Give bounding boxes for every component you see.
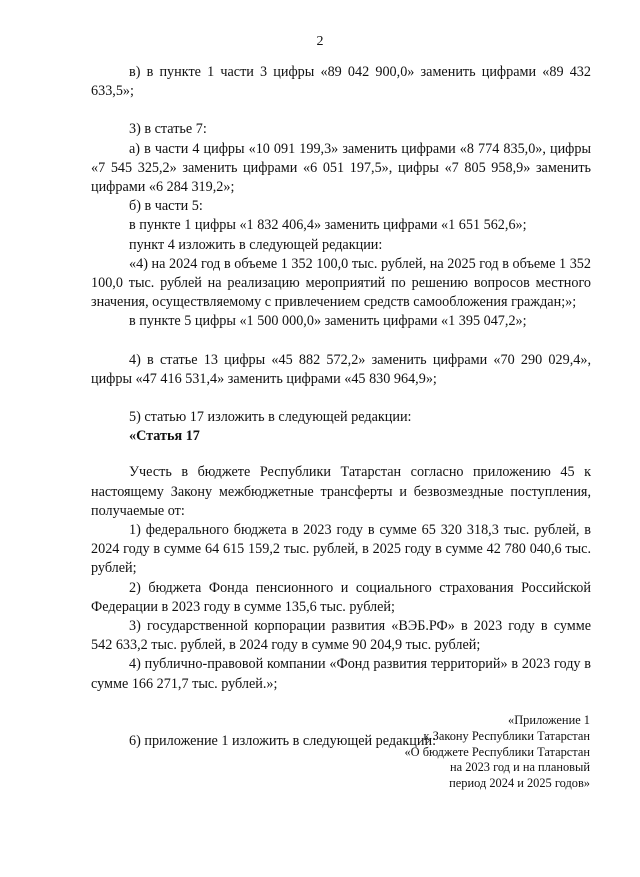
paragraph-item-v: в) в пункте 1 части 3 цифры «89 042 900,0» заменить цифрами «89 432 633,5»; <box>91 64 591 100</box>
paragraph-point-4-text: «4) на 2024 год в объеме 1 352 100,0 тыс. рублей, на 2025 год в объеме 1 352 100,0 тыс. рублей на реализацию мероприятий по решению вопросов местного значения, осуществляемому с привлечением средств самообложения граждан;»; <box>91 255 591 311</box>
paragraph-subitem-3: 3) государственной корпорации развития «ВЭБ.РФ» в 2023 году в сумме 542 633,2 тыс. рублей, в 2024 году в сумме 90 204,9 тыс. рублей; <box>91 618 591 654</box>
appendix-line: на 2023 год и на плановый <box>449 760 590 775</box>
paragraph-point-4-intro: пункт 4 изложить в следующей редакции: <box>129 236 383 253</box>
paragraph-article-17-intro: 5) статью 17 изложить в следующей редакции: <box>129 409 412 426</box>
paragraph-item-b: б) в части 5: <box>129 198 203 215</box>
paragraph-article-13: 4) в статье 13 цифры «45 882 572,2» заменить цифрами «70 290 029,4», цифры «47 416 531,4» заменить цифрами «45 830 964,9»; <box>91 351 591 387</box>
appendix-header <box>330 713 590 792</box>
document-body <box>91 63 591 751</box>
article-17-heading: «Статья 17 <box>129 428 200 445</box>
page-number: 2 <box>316 34 324 49</box>
appendix-line: «О бюджете Республики Татарстан <box>404 744 590 759</box>
paragraph-article-17-text: Учесть в бюджете Республики Татарстан согласно приложению 45 к настоящему Закону межбюджетные трансферты и безвозмездные поступления, получаемые от: <box>91 464 591 519</box>
paragraph-subitem-1: 1) федерального бюджета в 2023 году в сумме 65 320 318,3 тыс. рублей, в 2024 году в сумме 64 615 159,2 тыс. рублей, в 2025 году в сумме 42 780 040,6 тыс. рублей; <box>91 522 591 577</box>
paragraph-subitem-2: 2) бюджета Фонда пенсионного и социального страхования Российской Федерации в 2023 году в сумме 135,6 тыс. рублей; <box>91 579 591 615</box>
paragraph-article-7: 3) в статье 7: <box>129 121 207 138</box>
appendix-line: к Закону Республики Татарстан <box>423 728 590 743</box>
paragraph-point-5: в пункте 5 цифры «1 500 000,0» заменить цифрами «1 395 047,2»; <box>129 313 527 330</box>
appendix-line: «Приложение 1 <box>508 713 590 727</box>
appendix-line: период 2024 и 2025 годов» <box>449 776 590 791</box>
paragraph-appendix-1-intro: 6) приложение 1 изложить в следующей редакции: <box>129 732 437 749</box>
paragraph-subitem-4: 4) публично-правовой компании «Фонд развития территорий» в 2023 году в сумме 166 271,7 тыс. рублей.»; <box>91 656 591 692</box>
paragraph-point-1: в пункте 1 цифры «1 832 406,4» заменить цифрами «1 651 562,6»; <box>129 217 527 234</box>
paragraph-item-a: а) в части 4 цифры «10 091 199,3» заменить цифрами «8 774 835,0», цифры «7 545 325,2» заменить цифрами «6 051 197,5», цифры «7 805 958,9» заменить цифрами «6 284 319,2»; <box>91 140 591 196</box>
